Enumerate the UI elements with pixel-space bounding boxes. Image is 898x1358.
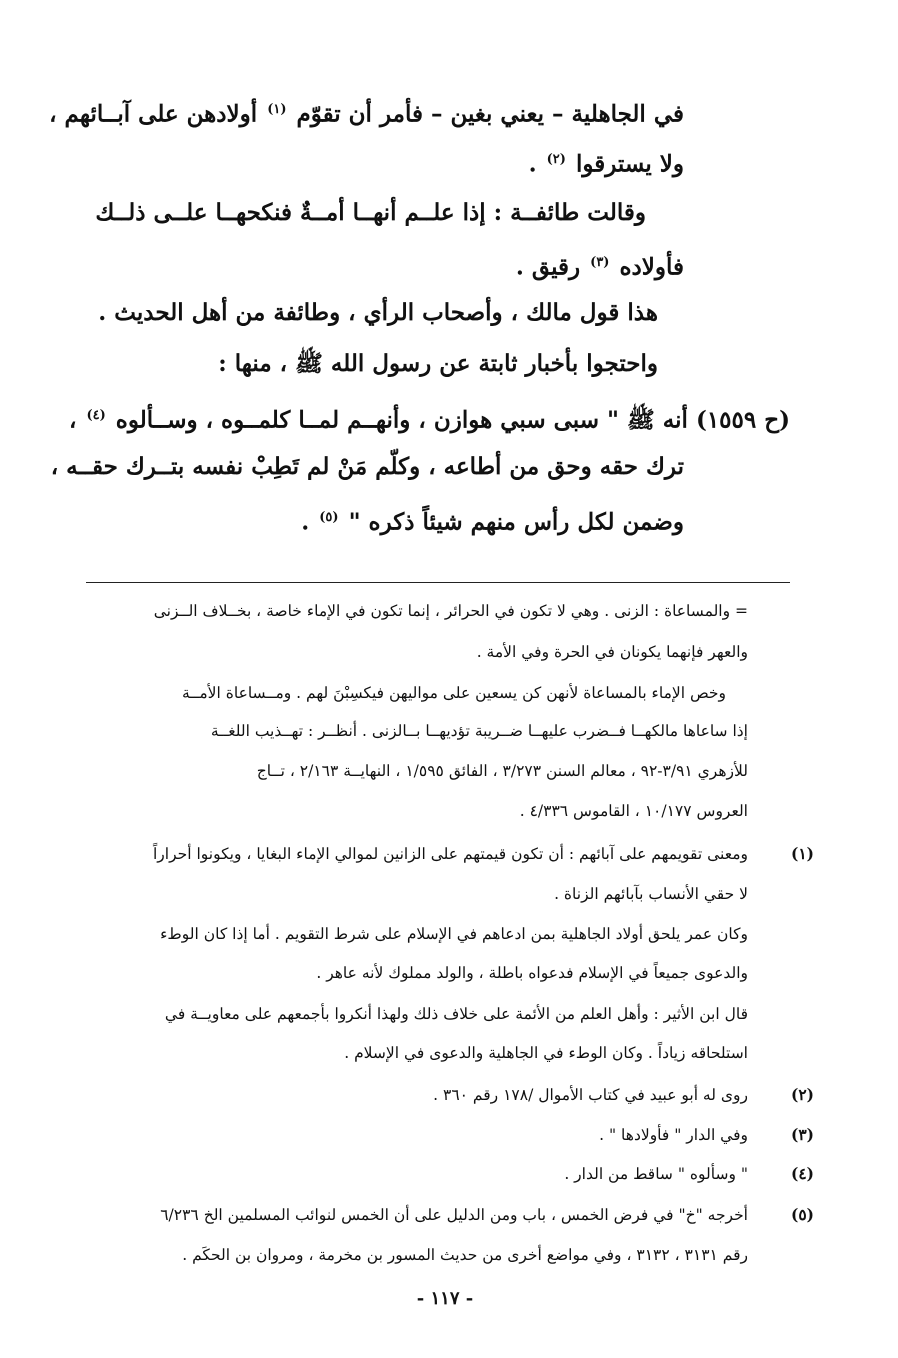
footnote-line: إذا ساعاها مالكهــا فــضرب عليهــا ضــريبة تؤديهــا بــالزنى . أنظــر : تهــذيب اللغــة <box>210 722 748 740</box>
footnote-number: (٢) <box>790 1085 814 1104</box>
main-text-line <box>69 396 790 441</box>
main-text-segment: ، <box>69 406 77 434</box>
footnote-line: أخرجه "خ" في فرض الخمس ، باب ومن الدليل على أن الخمس لنوائب المسلمين الخ ٦/٢٣٦ <box>160 1206 748 1224</box>
footnote-reference[interactable]: (٣) <box>590 255 610 270</box>
footnote-line: وفي الدار " فأولادها " . <box>599 1126 748 1144</box>
main-text-segment: فأولاده <box>619 253 684 281</box>
footnote-reference[interactable]: (١) <box>267 102 287 117</box>
footnote-line: روى له أبو عبيد في كتاب الأموال /١٧٨ رقم ٣٦٠ . <box>433 1086 748 1104</box>
footnote-number: (٣) <box>790 1125 814 1144</box>
footnote-line: العروس ١٠/١٧٧ ، القاموس ٤/٣٣٦ . <box>519 802 748 820</box>
main-text-segment: ولا يسترقوا <box>575 150 684 178</box>
main-text-segment: أنه ﷺ " سبى سبي هوازن ، وأنهــم لمــا كلمــوه ، وســألوه <box>115 406 688 434</box>
main-text-line <box>49 90 684 135</box>
footnote-line: وخص الإماء بالمساعاة لأنهن كن يسعين على مواليهن فيكسِبْنَ لهم . ومــساعاة الأمــة <box>181 684 726 702</box>
main-text-line: وقالت طائفــة : إذا علــم أنهــا أمــةٌ فنكحهــا علــى ذلــك <box>95 199 646 226</box>
footnote-number: (٤) <box>790 1164 814 1183</box>
footnote-reference[interactable]: (٥) <box>319 510 339 525</box>
footnote-line: والعهر فإنهما يكونان في الحرة وفي الأمة . <box>476 643 748 661</box>
footnote-number: (٥) <box>790 1205 814 1224</box>
footnote-line: ومعنى تقويمهم على آبائهم : أن تكون قيمتهم على الزانين لموالي الإماء البغايا ، ويكونوا أحراراً <box>153 845 748 863</box>
main-text-line: واحتجوا بأخبار ثابتة عن رسول الله ﷺ ، منها : <box>218 350 658 377</box>
footnote-line: وكان عمر يلحق أولاد الجاهلية بمن ادعاهم في الإسلام على شرط التقويم . أما إذا كان الوطء <box>160 925 748 943</box>
hadith-number: (ح ١٥٥٩) <box>695 406 790 434</box>
main-text-segment: . <box>528 150 537 178</box>
footnote-line: استلحاقه زياداً . وكان الوطء في الجاهلية والدعوى في الإسلام . <box>344 1044 748 1062</box>
footnote-line: للأزهري ٣/٩١-٩٢ ، معالم السنن ٣/٢٧٣ ، الفائق ١/٥٩٥ ، النهايــة ٢/١٦٣ ، تــاج <box>256 762 748 780</box>
footnote-divider <box>86 582 790 583</box>
main-text-line <box>529 140 684 185</box>
main-text-line: هذا قول مالك ، وأصحاب الرأي ، وطائفة من أهل الحديث . <box>98 299 658 326</box>
main-text-line: ترك حقه وحق من أطاعه ، وكلّم مَنْ لم تَطِبْ نفسه بتــرك حقــه ، <box>50 453 684 480</box>
footnote-reference[interactable]: (٢) <box>546 152 566 167</box>
main-text-segment: في الجاهلية – يعني بغين – فأمر أن تقوّم <box>296 100 684 128</box>
main-text-line <box>301 498 684 543</box>
footnote-line: والدعوى جميعاً في الإسلام فدعواه باطلة ، والولد مملوك لأنه عاهر . <box>316 964 748 982</box>
main-text-segment: . <box>301 508 310 536</box>
footnote-line: قال ابن الأثير : وأهل العلم من الأئمة على خلاف ذلك ولهذا أنكروا بأجمعهم على معاويــة في <box>164 1005 748 1023</box>
main-text-line <box>516 243 684 288</box>
footnote-line: = والمساعاة : الزنى . وهي لا تكون في الحرائر ، إنما تكون في الإماء خاصة ، بخــلاف الــزنى <box>153 602 748 620</box>
footnote-number: (١) <box>790 844 814 863</box>
main-text-segment: أولادهن على آبــائهم ، <box>49 100 258 128</box>
footnote-line: رقم ٣١٣١ ، ٣١٣٢ ، وفي مواضع أخرى من حديث المسور بن مخرمة ، ومروان بن الحكَم . <box>182 1246 748 1264</box>
main-text-segment: وضمن لكل رأس منهم شيئاً ذكره " <box>348 508 684 536</box>
main-text-segment: رقيق . <box>515 253 581 281</box>
footnote-reference[interactable]: (٤) <box>86 408 106 423</box>
page-number: - ١١٧ - <box>416 1288 474 1309</box>
footnote-line: " وسألوه " ساقط من الدار . <box>564 1165 748 1183</box>
footnote-line: لا حقي الأنساب بآبائهم الزناة . <box>554 885 748 903</box>
